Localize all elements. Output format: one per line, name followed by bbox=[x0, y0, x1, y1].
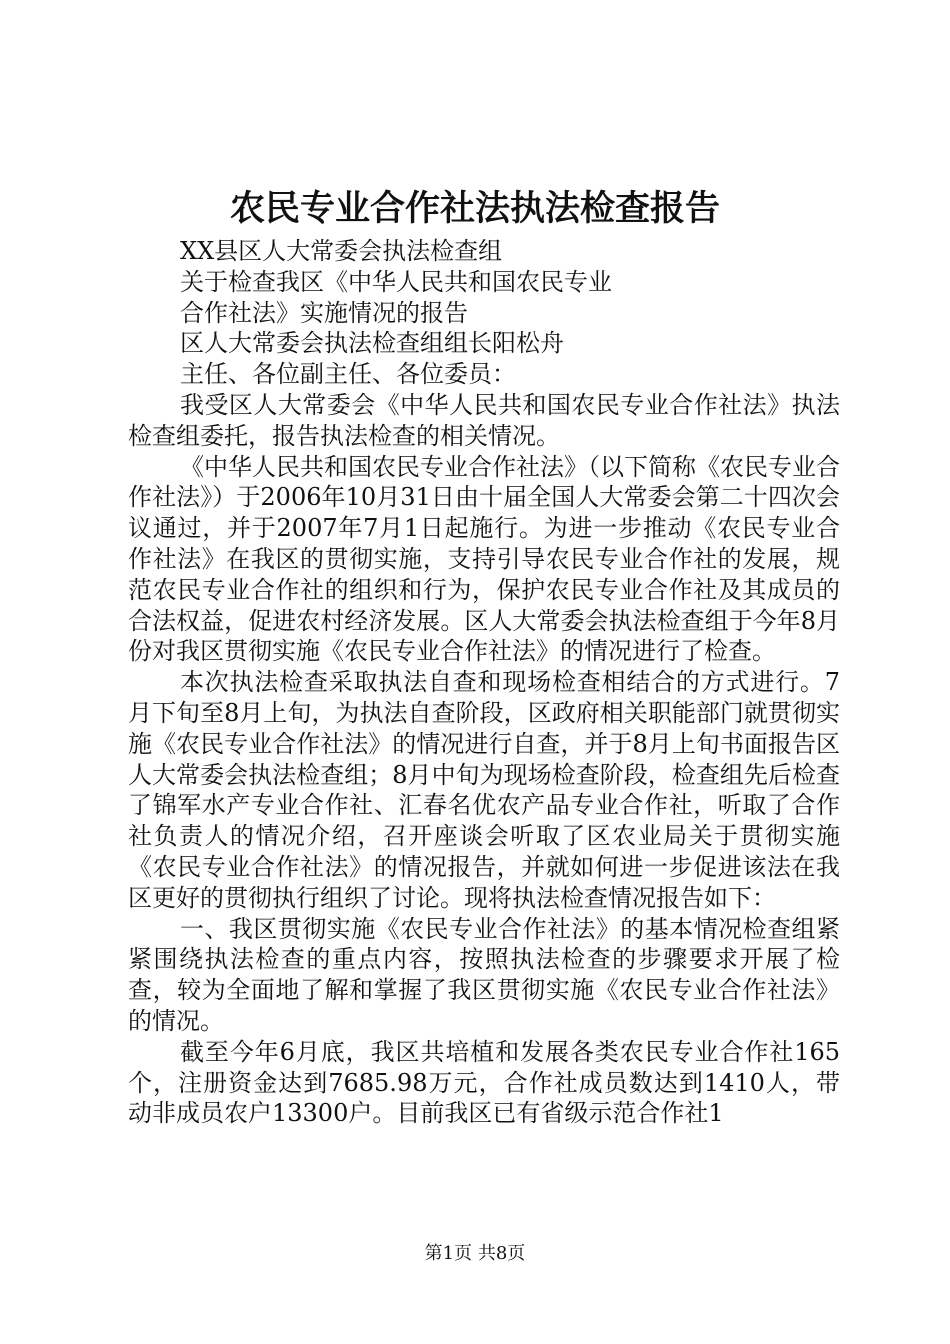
paragraph-intro: 我受区人大常委会《中华人民共和国农民专业合作社法》执法检查组委托，报告执法检查的相关情况。 bbox=[128, 390, 840, 450]
document-title: 农民专业合作社法执法检查报告 bbox=[229, 188, 720, 229]
paragraph-statistics: 截至今年6月底，我区共培植和发展各类农民专业合作社165个，注册资金达到7685.98万元，合作社成员数达到1410人，带动非成员农户13300户。目前我区已有省级示范合作社1 bbox=[128, 1037, 840, 1128]
header-line-subject-1: 关于检查我区《中华人民共和国农民专业 bbox=[180, 267, 612, 296]
paragraph-background: 《中华人民共和国农民专业合作社法》（以下简称《农民专业合作社法》）于2006年10月31日由十届全国人大常委会第二十四次会议通过，并于2007年7月1日起施行。为进一步推动《农民专业合作社法》在我区的贯彻实施，支持引导农民专业合作社的发展，规范农民专业合作社的组织和行为，保护农民专业合作社及其成员的合法权益，促进农村经济发展。区人大常委会执法检查组于今年8月份对我区贯彻实施《农民专业合作社法》的情况进行了检查。 bbox=[128, 452, 840, 666]
header-line-reporter: 区人大常委会执法检查组组长阳松舟 bbox=[180, 329, 564, 358]
paragraph-method: 本次执法检查采取执法自查和现场检查相结合的方式进行。7月下旬至8月上旬，为执法自查阶段，区政府相关职能部门就贯彻实施《农民专业合作社法》的情况进行自查，并于8月上旬书面报告区人大常委会执法检查组；8月中旬为现场检查阶段，检查组先后检查了锦军水产专业合作社、汇春名优农产品专业合作社，听取了合作社负责人的情况介绍，召开座谈会听取了区农业局关于贯彻实施《农民专业合作社法》的情况报告，并就如何进一步促进该法在我区更好的贯彻执行组织了讨论。现将执法检查情况报告如下： bbox=[128, 668, 840, 912]
paragraph-section-one: 一、我区贯彻实施《农民专业合作社法》的基本情况检查组紧紧围绕执法检查的重点内容，按照执法检查的步骤要求开展了检查，较为全面地了解和掌握了我区贯彻实施《农民专业合作社法》的情况。 bbox=[128, 914, 840, 1035]
header-line-subject-2: 合作社法》实施情况的报告 bbox=[180, 298, 468, 327]
header-line-committee: XX县区人大常委会执法检查组 bbox=[180, 237, 503, 265]
page-number-footer: 第1页 共8页 bbox=[424, 1243, 526, 1264]
document-body bbox=[128, 236, 840, 1129]
header-line-salutation: 主任、各位副主任、各位委员： bbox=[180, 360, 516, 389]
